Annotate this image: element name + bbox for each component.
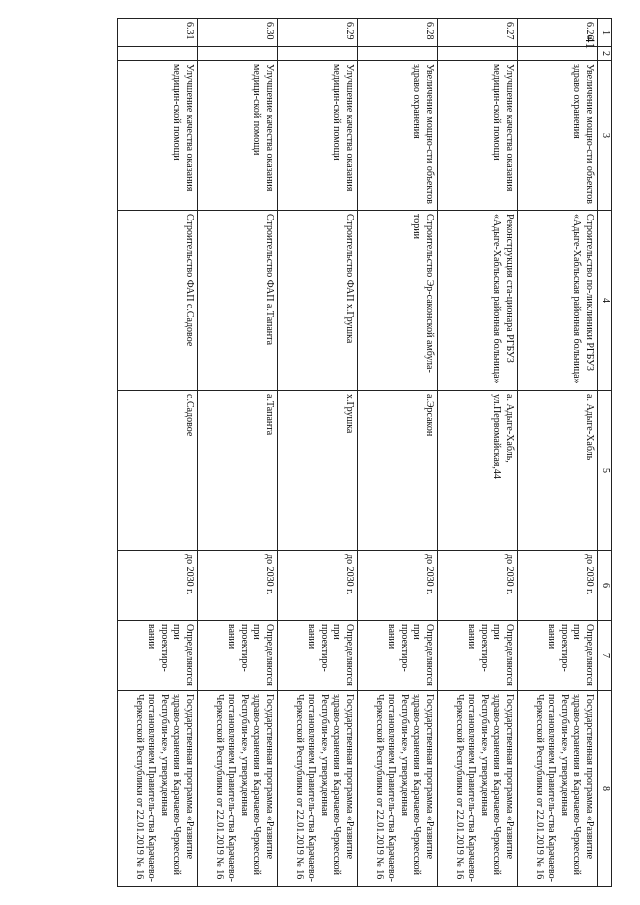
- item-col2: [198, 47, 278, 61]
- item-goal: Увеличение мощно-сти объектов здраво охранения: [358, 61, 438, 211]
- item-col2: [518, 47, 598, 61]
- item-program: Государственная программа «Развитие здраво-охранения в Карачаево-Черкесской Республи-ке», утвержденная постановлением Правитель-ства Карачаево-Черкесской Республики от 22.01.2019 № 16: [438, 691, 518, 887]
- item-location: х.Грушка: [278, 391, 358, 551]
- item-location: а.Тапанта: [198, 391, 278, 551]
- item-goal: Улучшение качества оказания медицин-ской помощи: [438, 61, 518, 211]
- column-number: 2: [598, 47, 612, 61]
- item-col2: [358, 47, 438, 61]
- column-number: 1: [598, 19, 612, 47]
- item-action: Строительство по-ликлиники РГБУЗ «Адыге-Хабльская районная больница»: [518, 211, 598, 391]
- item-funding: Определяются при проектиро-вании: [118, 621, 198, 691]
- item-action: Строительство ФАП с.Садовое: [118, 211, 198, 391]
- column-number-row: [598, 19, 612, 887]
- item-action: Строительство ФАП х.Грушка: [278, 211, 358, 391]
- item-program: Государственная программа «Развитие здраво-охранения в Карачаево-Черкесской Республи-ке», утвержденная постановлением Правитель-ства Карачаево-Черкесской Республики от 22.01.2019 № 16: [518, 691, 598, 887]
- item-funding: Определяются при проектиро-вании: [278, 621, 358, 691]
- column-number: 8: [598, 691, 612, 887]
- table-row: [358, 19, 438, 887]
- item-col2: [278, 47, 358, 61]
- item-location: а.Эрсакон: [358, 391, 438, 551]
- item-program: Государственная программа «Развитие здраво-охранения в Карачаево-Черкесской Республи-ке», утвержденная постановлением Правитель-ства Карачаево-Черкесской Республики от 22.01.2019 № 16: [278, 691, 358, 887]
- item-funding: Определяются при проектиро-вании: [438, 621, 518, 691]
- table-row: [518, 19, 598, 887]
- item-action: Реконструкция ста-ционара РГБУЗ «Адыге-Хабльская районная больница»: [438, 211, 518, 391]
- item-deadline: до 2030 г.: [438, 551, 518, 621]
- item-number: 6.27: [438, 19, 518, 47]
- column-number: 7: [598, 621, 612, 691]
- column-number: 6: [598, 551, 612, 621]
- column-number: 3: [598, 61, 612, 211]
- page-number: 41: [583, 36, 598, 49]
- item-location: с.Садовое: [118, 391, 198, 551]
- item-number: 6.29: [278, 19, 358, 47]
- item-col2: [118, 47, 198, 61]
- item-program: Государственная программа «Развитие здраво-охранения в Карачаево-Черкесской Республи-ке», утвержденная постановлением Правитель-ства Карачаево-Черкесской Республики от 22.01.2019 № 16: [358, 691, 438, 887]
- item-location: а. Адыге-Хабль, ул.Первомайская,44: [438, 391, 518, 551]
- item-deadline: до 2030 г.: [198, 551, 278, 621]
- column-number: 5: [598, 391, 612, 551]
- item-number: 6.28: [358, 19, 438, 47]
- item-program: Государственная программа «Развитие здраво-охранения в Карачаево-Черкесской Республи-ке», утвержденная постановлением Правитель-ства Карачаево-Черкесской Республики от 22.01.2019 № 16: [118, 691, 198, 887]
- item-goal: Улучшение качества оказания медицин-ской помощи: [118, 61, 198, 211]
- item-funding: Определяются при проектиро-вании: [358, 621, 438, 691]
- measures-table: [117, 18, 612, 887]
- item-deadline: до 2030 г.: [118, 551, 198, 621]
- item-number: 6.26: [518, 19, 598, 47]
- item-action: Строительство ФАП а.Тапанта: [198, 211, 278, 391]
- item-location: а. Адыге-Хабль: [518, 391, 598, 551]
- item-deadline: до 2030 г.: [358, 551, 438, 621]
- column-number: 4: [598, 211, 612, 391]
- item-funding: Определяются при проектиро-вании: [518, 621, 598, 691]
- rotated-table-container: [52, 18, 612, 886]
- item-goal: Улучшение качества оказания медицин-ской помощи: [278, 61, 358, 211]
- item-number: 6.31: [118, 19, 198, 47]
- item-col2: [438, 47, 518, 61]
- table-row: [198, 19, 278, 887]
- item-number: 6.30: [198, 19, 278, 47]
- item-deadline: до 2030 г.: [278, 551, 358, 621]
- table-row: [118, 19, 198, 887]
- item-deadline: до 2030 г.: [518, 551, 598, 621]
- item-action: Строительство Эр-саконской амбула-тории: [358, 211, 438, 391]
- item-goal: Увеличение мощно-сти объектов здраво охранения: [518, 61, 598, 211]
- item-funding: Определяются при проектиро-вании: [198, 621, 278, 691]
- table-row: [278, 19, 358, 887]
- table-row: [438, 19, 518, 887]
- item-goal: Улучшение качества оказания медици-ской помощи: [198, 61, 278, 211]
- item-program: Государственная программа «Развитие здраво-охранения в Карачаево-Черкесской Республи-ке», утвержденная постановлением Правитель-ства Карачаево-Черкесской Республики от 22.01.2019 № 16: [198, 691, 278, 887]
